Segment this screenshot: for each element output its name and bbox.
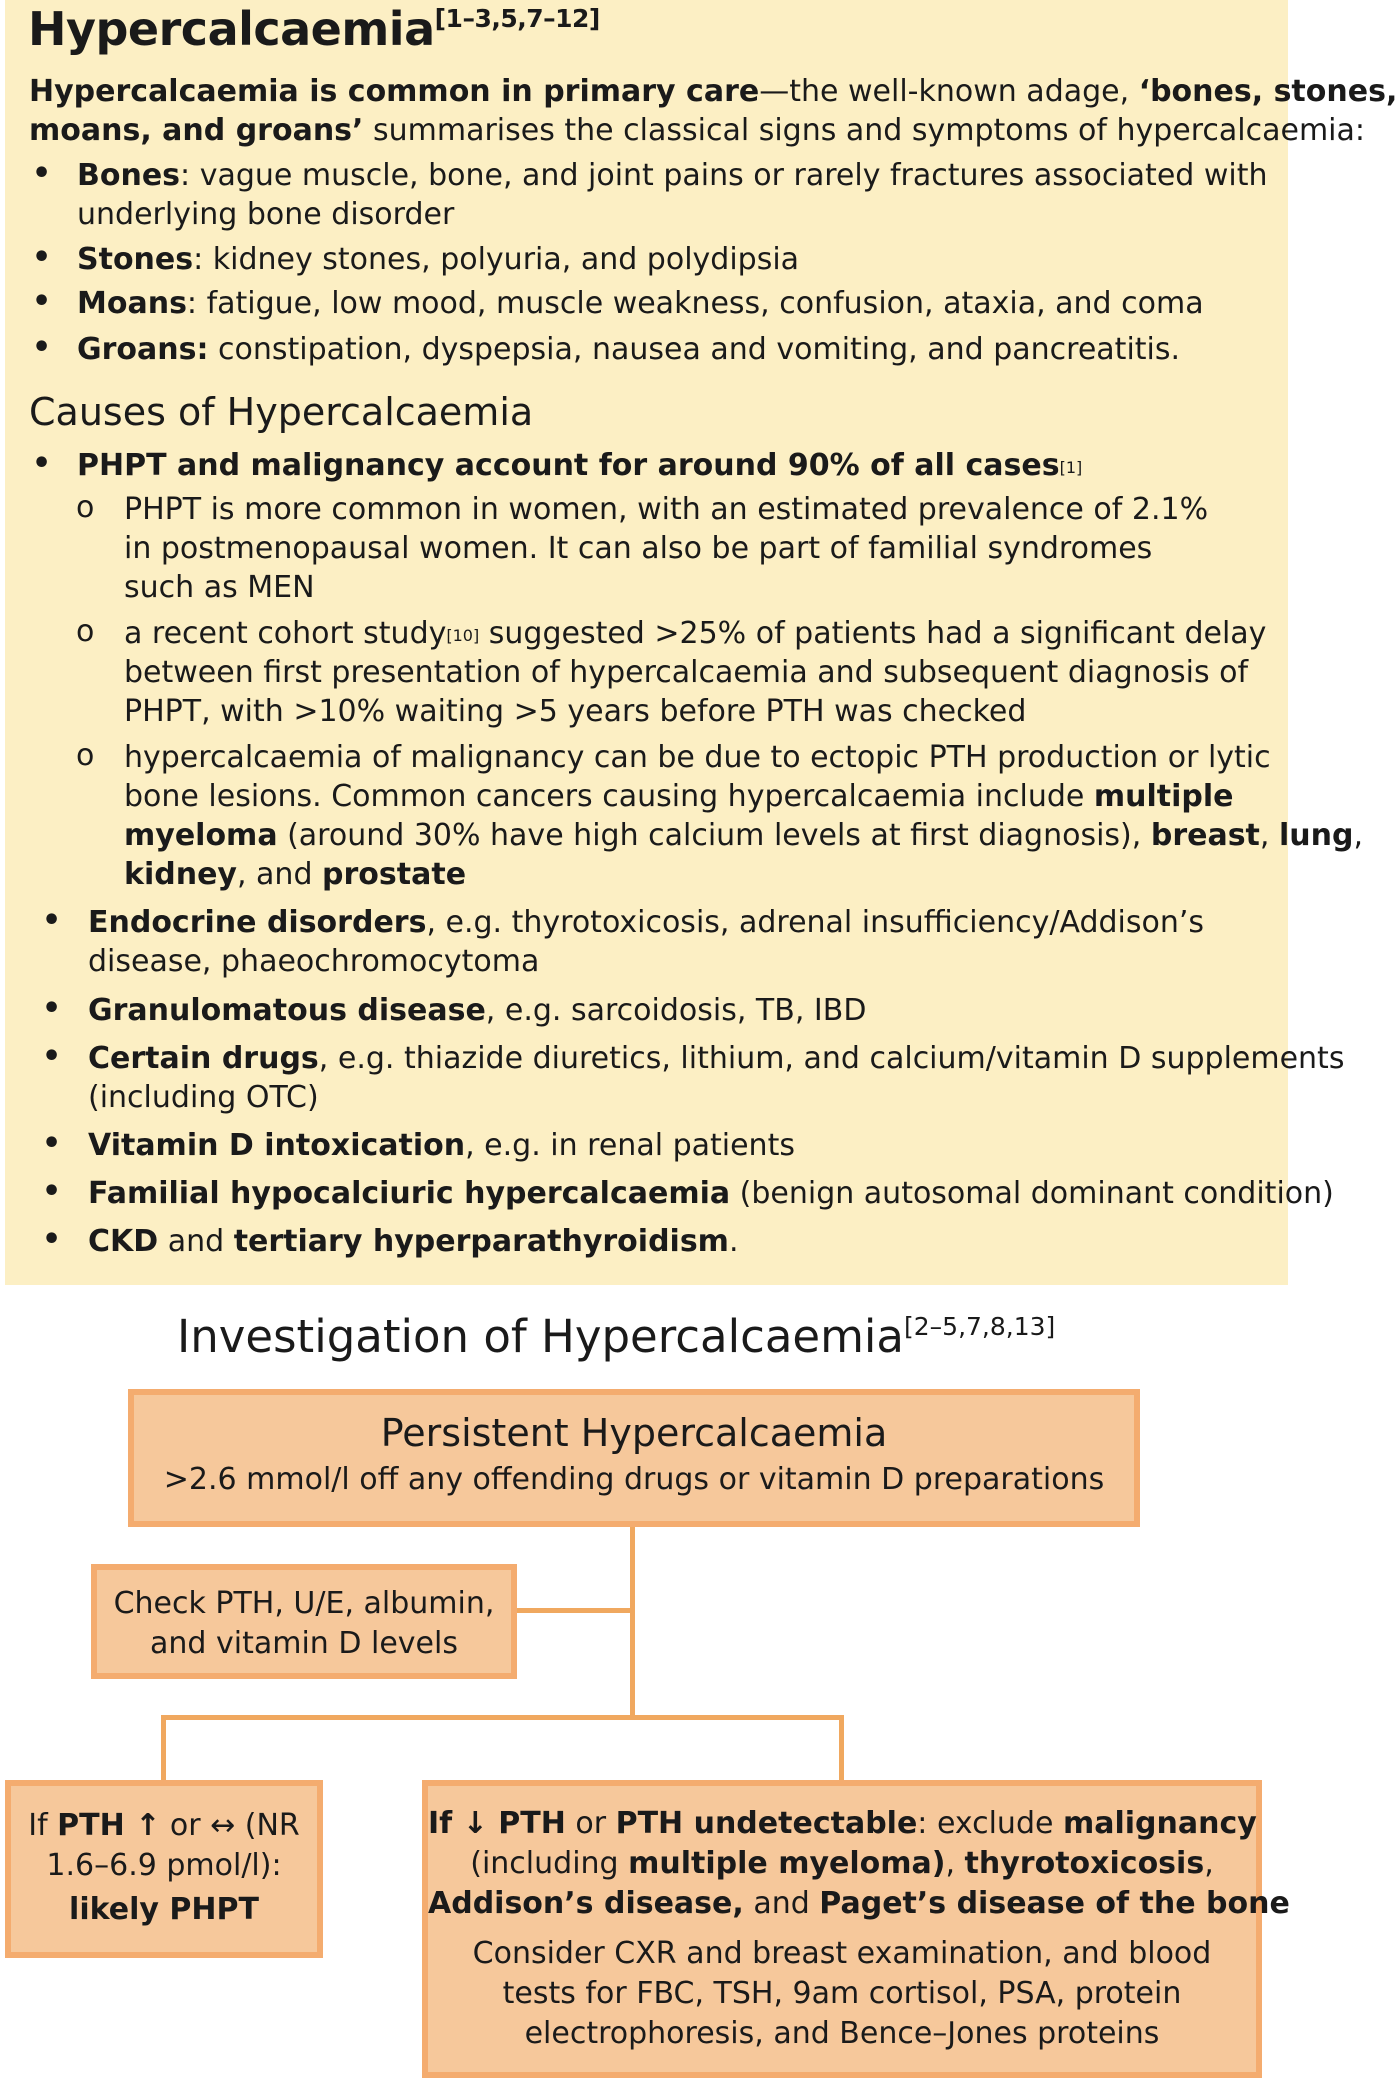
bullet: • <box>32 156 52 191</box>
pth-low-line-6: electrophoresis, and Bence–Jones proteins <box>524 2016 1160 2051</box>
check-line-2: and vitamin D levels <box>150 1626 458 1661</box>
sub-bullet: o <box>76 614 95 649</box>
cause-familial: Familial hypocalciuric hypercalcaemia (benign autosomal dominant condition) <box>88 1176 1334 1211</box>
sign-stones: Stones: kidney stones, polyuria, and polydipsia <box>77 242 800 277</box>
cause-drugs-cont: (including OTC) <box>88 1080 319 1115</box>
pth-low-line-2: (including multiple myeloma), thyrotoxicosis, <box>470 1846 1214 1881</box>
pth-low-line-5: tests for FBC, TSH, 9am cortisol, PSA, protein <box>502 1976 1182 2011</box>
bullet: • <box>42 1126 62 1161</box>
malignancy-line-3: myeloma (around 30% have high calcium levels at first diagnosis), breast, lung, <box>124 818 1364 853</box>
sub-bullet: o <box>76 738 95 773</box>
bullet: • <box>42 1039 62 1074</box>
bullet: • <box>42 903 62 938</box>
up-arrow-icon: ↑ <box>135 1808 161 1843</box>
title-references: [1–3,5,7–12] <box>434 4 600 33</box>
persistent-subtitle: >2.6 mmol/l off any offending drugs or vitamin D preparations <box>163 1462 1105 1497</box>
causes-main-item: PHPT and malignancy account for around 90% of all cases[1] <box>77 448 1083 483</box>
investigation-title: Investigation of Hypercalcaemia[2–5,7,8,13] <box>177 1310 1056 1363</box>
cause-vitamin-d: Vitamin D intoxication, e.g. in renal patients <box>88 1128 795 1163</box>
sign-groans: Groans: constipation, dyspepsia, nausea and vomiting, and pancreatitis. <box>77 332 1181 367</box>
page-title: Hypercalcaemia[1–3,5,7–12] <box>28 2 600 56</box>
sign-bones-cont: underlying bone disorder <box>77 197 455 232</box>
connector-vertical-main <box>630 1527 635 1717</box>
cohort-study-line-3: PHPT, with >10% waiting >5 years before PTH was checked <box>124 694 1027 729</box>
check-line-1: Check PTH, U/E, albumin, <box>113 1586 495 1621</box>
malignancy-line-4: kidney, and prostate <box>124 857 467 892</box>
bullet: • <box>32 330 52 365</box>
pth-raised-box <box>5 1780 323 1958</box>
pth-low-box <box>422 1780 1290 2078</box>
cohort-study-line-1: a recent cohort study[10] suggested >25% of patients had a significant delay <box>124 616 1267 651</box>
cause-endocrine: Endocrine disorders, e.g. thyrotoxicosis, adrenal insufficiency/Addison’s <box>88 905 1205 940</box>
phpt-prevalence-line-3: such as MEN <box>124 570 315 605</box>
phpt-prevalence-line-1: PHPT is more common in women, with an estimated prevalence of 2.1% <box>124 492 1209 527</box>
connector-horizontal-check <box>514 1608 632 1613</box>
check-levels-box <box>91 1564 517 1679</box>
sign-bones: Bones: vague muscle, bone, and joint pains or rarely fractures associated with <box>77 158 1268 193</box>
pth-low-line-1: If ↓ PTH or PTH undetectable: exclude malignancy <box>428 1806 1257 1841</box>
pth-low-line-3: Addison’s disease, and Paget’s disease of the bone <box>428 1886 1290 1921</box>
bullet: • <box>42 1174 62 1209</box>
sub-bullet: o <box>76 490 95 525</box>
connector-vertical-right <box>839 1715 844 1785</box>
persistent-title: Persistent Hypercalcaemia <box>380 1411 888 1455</box>
malignancy-line-2: bone lesions. Common cancers causing hypercalcaemia include multiple <box>124 779 1234 814</box>
bullet: • <box>32 284 52 319</box>
bullet: • <box>42 1222 62 1257</box>
cause-ckd: CKD and tertiary hyperparathyroidism. <box>88 1224 739 1259</box>
intro-line-1: Hypercalcaemia is common in primary care—the well-known adage, ‘bones, stones, <box>29 74 1397 109</box>
cohort-study-line-2: between first presentation of hypercalcaemia and subsequent diagnosis of <box>124 655 1249 690</box>
connector-horizontal-split <box>161 1715 844 1720</box>
connector-vertical-left <box>161 1715 166 1785</box>
cause-granulomatous: Granulomatous disease, e.g. sarcoidosis, TB, IBD <box>88 993 867 1028</box>
persistent-hypercalcaemia-box <box>128 1389 1140 1527</box>
malignancy-line-1: hypercalcaemia of malignancy can be due to ectopic PTH production or lytic <box>124 740 1271 775</box>
bullet: • <box>32 240 52 275</box>
investigation-references: [2–5,7,8,13] <box>904 1312 1056 1341</box>
cause-drugs: Certain drugs, e.g. thiazide diuretics, lithium, and calcium/vitamin D supplements <box>88 1041 1345 1076</box>
pth-raised-line-3: likely PHPT <box>69 1892 259 1927</box>
intro-line-2: moans, and groans’ summarises the classical signs and symptoms of hypercalcaemia: <box>29 113 1366 148</box>
pth-raised-line-2: 1.6–6.9 pmol/l): <box>46 1848 282 1883</box>
phpt-prevalence-line-2: in postmenopausal women. It can also be part of familial syndromes <box>124 531 1153 566</box>
bullet: • <box>32 446 52 481</box>
cause-endocrine-cont: disease, phaeochromocytoma <box>88 944 540 979</box>
sign-moans: Moans: fatigue, low mood, muscle weakness, confusion, ataxia, and coma <box>77 286 1204 321</box>
bullet: • <box>42 991 62 1026</box>
causes-heading: Causes of Hypercalcaemia <box>29 390 534 434</box>
pth-low-line-4: Consider CXR and breast examination, and blood <box>472 1936 1212 1971</box>
pth-raised-line-1: If PTH ↑ or ↔ (NR <box>28 1808 300 1843</box>
down-arrow-icon: ↓ <box>462 1806 488 1841</box>
